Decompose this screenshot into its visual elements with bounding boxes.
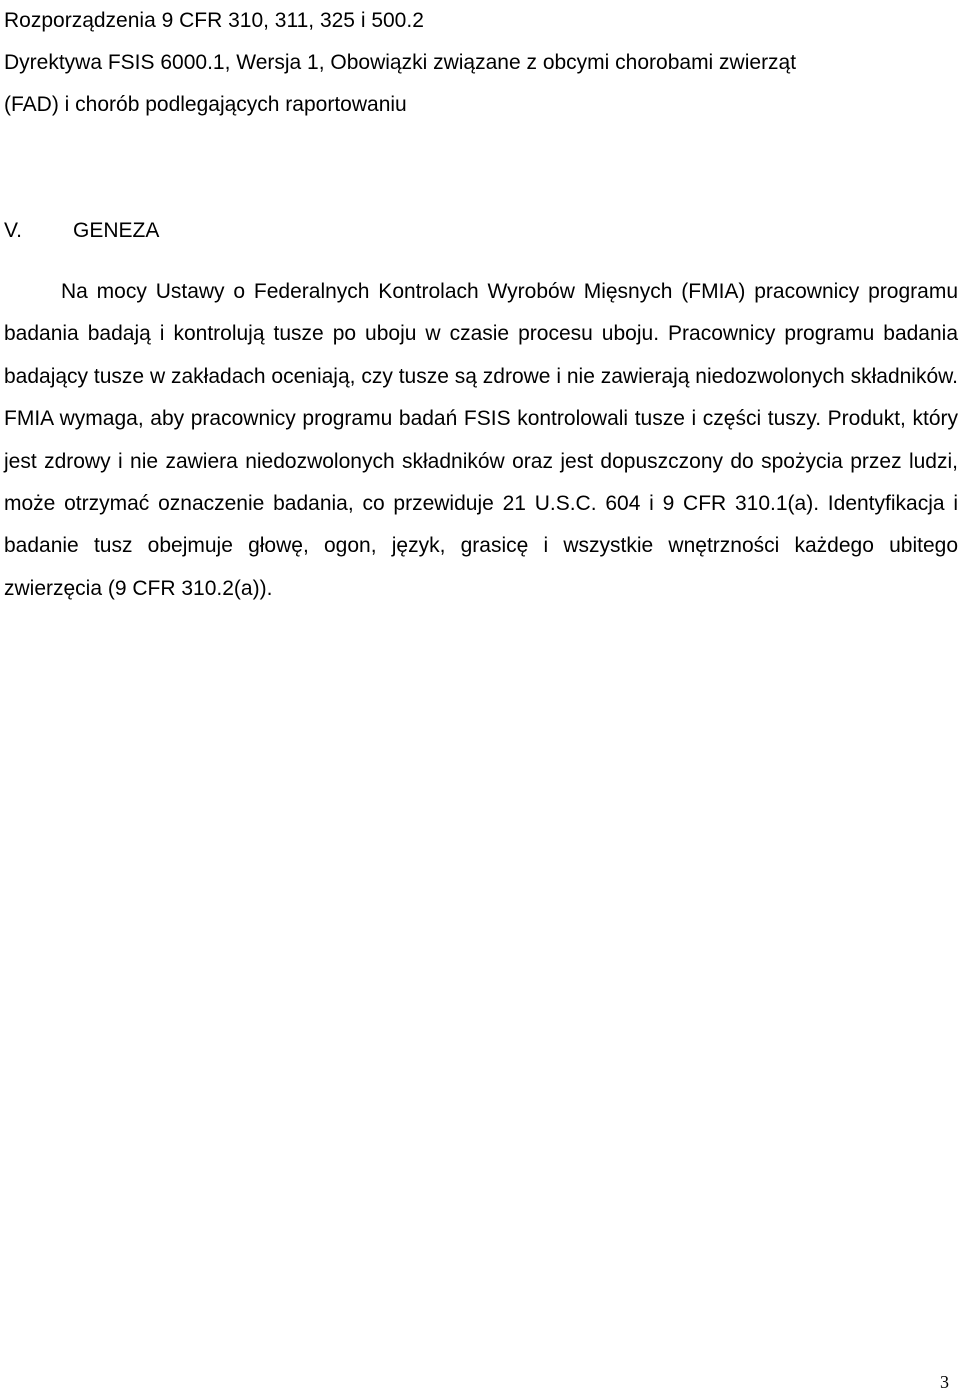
reference-line-directive: Dyrektywa FSIS 6000.1, Wersja 1, Obowiązki związane z obcymi chorobami zwierząt <box>4 51 797 74</box>
section-heading <box>4 210 958 252</box>
section-number: V. <box>4 219 22 242</box>
section-title: GENEZA <box>73 219 160 242</box>
reference-line-directive-continued: (FAD) i chorób podlegających raportowaniu <box>4 93 407 116</box>
reference-line-regulations: Rozporządzenia 9 CFR 310, 311, 325 i 500.2 <box>4 9 424 32</box>
section-paragraph: Na mocy Ustawy o Federalnych Kontrolach Wyrobów Mięsnych (FMIA) pracownicy programu badania badają i kontrolują tusze po uboju w czasie procesu uboju. Pracownicy programu badania badający tusze w zakładach oceniają, czy tusze są zdrowe i nie zawierają niedozwolonych składników. FMIA wymaga, aby pracownicy programu badań FSIS kontrolowali tusze i części tuszy. Produkt, który jest zdrowy i nie zawiera niedozwolonych składników oraz jest dopuszczony do spożycia przez ludzi, może otrzymać oznaczenie badania, co przewiduje 21 U.S.C. 604 i 9 CFR 310.1(a). Identyfikacja i badanie tusz obejmuje głowę, ogon, język, grasicę i wszystkie wnętrzności każdego ubitego zwierzęcia (9 CFR 310.2(a)). <box>4 280 958 600</box>
page-number: 3 <box>940 1372 949 1392</box>
regulation-references <box>4 0 958 126</box>
